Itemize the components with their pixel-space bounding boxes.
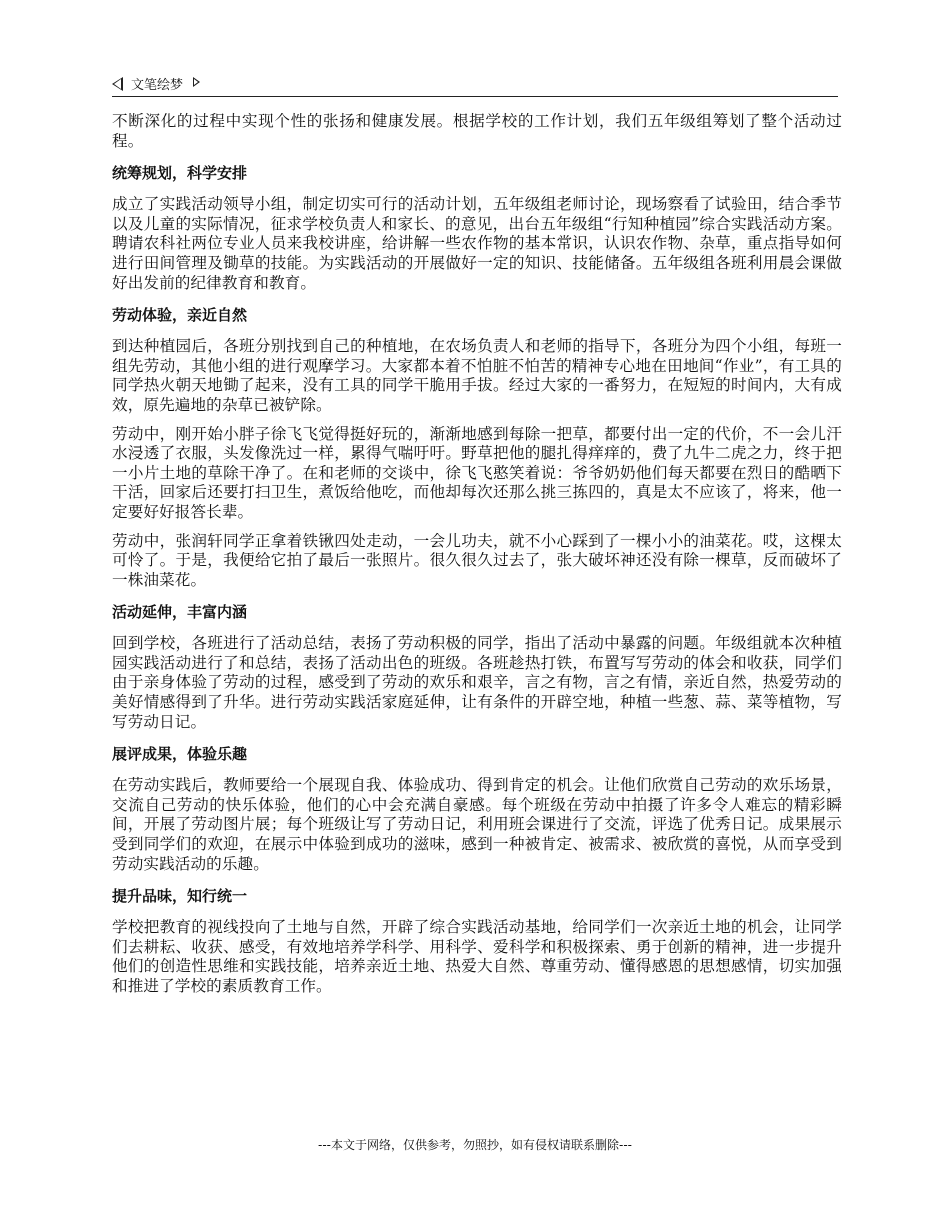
page-header [112,72,838,97]
paragraph: 学校把教育的视线投向了土地与自然，开辟了综合实践活动基地，给同学们一次亲近土地的机会，让同学们去耕耘、收获、感受，有效地培养学科学、用科学、爱科学和积极探索、勇于创新的精神，进一步提升他们的创造性思维和实践技能，培养亲近土地、热爱大自然、尊重劳动、懂得感恩的思想感情，切实加强和推进了学校的素质教育工作。 [112,918,842,995]
paragraph: 劳动中，刚开始小胖子徐飞飞觉得挺好玩的，渐渐地感到每除一把草，都要付出一定的代价，不一会儿汗水浸透了衣服，头发像洗过一样，累得气喘吁吁。野草把他的腿扎得痒痒的，费了九牛二虎之力，终于把一小片土地的草除干净了。在和老师的交谈中，徐飞飞憨笑着说：爷爷奶奶他们每天都要在烈日的酷晒下干活，回家后还要打扫卫生，煮饭给他吃，而他却每次还那么挑三拣四的，真是太不应该了，将来，他一定要好好报答长辈。 [112,424,842,521]
document-body [112,112,842,1006]
triangle-right-outline-icon [193,77,200,87]
footer-disclaimer: ---本文于网络，仅供参考，勿照抄，如有侵权请联系删除--- [318,1138,632,1152]
brand-label: 文笔绘梦 [131,78,184,93]
paragraph: 回到学校，各班进行了活动总结，表扬了劳动积极的同学，指出了活动中暴露的问题。年级组就本次种植园实践活动进行了和总结，表扬了活动出色的班级。各班趁热打铁，布置写写劳动的体会和收获，同学们由于亲身体验了劳动的过程，感受到了劳动的欢乐和艰辛，言之有物，言之有情，亲近自然，热爱劳动的美好情感得到了升华。进行劳动实践活家庭延伸，让有条件的开辟空地，种植一些葱、蒜、菜等植物，写写劳动日记。 [112,634,842,731]
intro-paragraph: 不断深化的过程中实现个性的张扬和健康发展。根据学校的工作计划，我们五年级组筹划了整个活动过程。 [112,112,842,150]
section-heading: 提升品味，知行统一 [112,887,248,906]
section-heading: 展评成果，体验乐趣 [112,745,248,764]
paragraph: 劳动中，张润轩同学正拿着铁锹四处走动，一会儿功夫，就不小心踩到了一棵小小的油菜花。哎，这棵太可怜了。于是，我便给它拍了最后一张照片。很久很久过去了，张大破坏神还没有除一棵草，反而破坏了一株油菜花。 [112,531,842,589]
triangle-left-outline-icon [112,77,123,91]
section-heading: 活动延伸，丰富内涵 [112,603,248,622]
paragraph: 在劳动实践后，教师要给一个展现自我、体验成功、得到肯定的机会。让他们欣赏自己劳动的欢乐场景，交流自己劳动的快乐体验，他们的心中会充满自豪感。每个班级在劳动中拍摄了许多令人难忘的精彩瞬间，开展了劳动图片展；每个班级让写了劳动日记，利用班会课进行了交流，评选了优秀日记。成果展示受到同学们的欢迎，在展示中体验到成功的滋味，感到一种被肯定、被需求、被欣赏的喜悦，从而享受到劳动实践活动的乐趣。 [112,776,842,873]
section-heading: 劳动体验，亲近自然 [112,306,248,325]
paragraph: 成立了实践活动领导小组，制定切实可行的活动计划，五年级组老师讨论，现场察看了试验田，结合季节以及儿童的实际情况，征求学校负责人和家长、的意见，出台五年级组“行知种植园”综合实践活动方案。聘请农科社两位专业人员来我校讲座，给讲解一些农作物的基本常识，认识农作物、杂草，重点指导如何进行田间管理及锄草的技能。为实践活动的开展做好一定的知识、技能储备。五年级组各班利用晨会课做好出发前的纪律教育和教育。 [112,195,842,292]
paragraph: 到达种植园后，各班分别找到自己的种植地，在农场负责人和老师的指导下，各班分为四个小组，每班一组先劳动，其他小组的进行观摩学习。大家都本着不怕脏不怕苦的精神专心地在田地间“作业”，有工具的同学热火朝天地锄了起来，没有工具的同学干脆用手拔。经过大家的一番努力，在短短的时间内，大有成效，原先遍地的杂草已被铲除。 [112,337,842,414]
brand [112,74,200,93]
section-heading: 统筹规划，科学安排 [112,164,248,183]
